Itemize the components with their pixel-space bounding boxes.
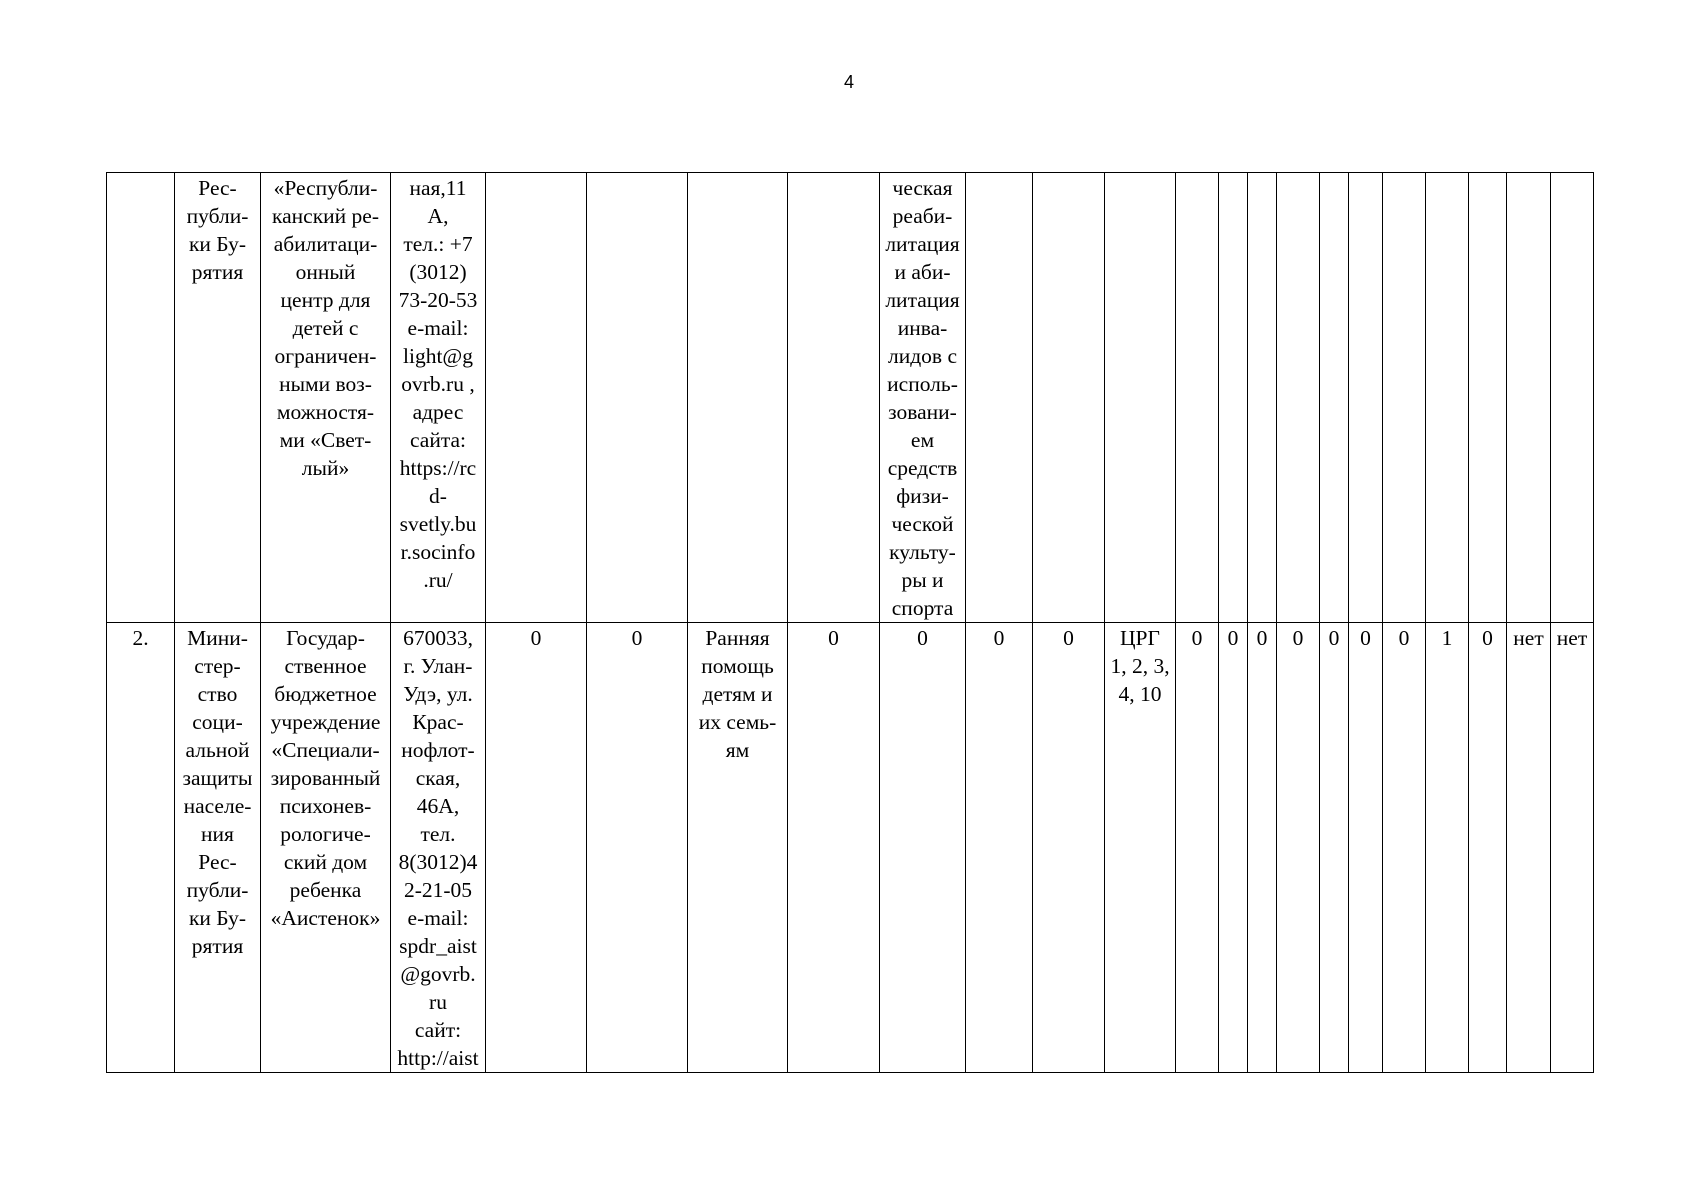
cell-line: исполь- <box>887 372 958 396</box>
cell-line: ЦРГ <box>1120 626 1160 650</box>
cell-line: ребенка <box>289 878 362 902</box>
table-cell <box>1033 173 1105 623</box>
table-cell <box>486 623 587 1073</box>
cell-line: лидов с <box>888 344 957 368</box>
cell-line: Мини- <box>187 626 248 650</box>
cell-line: r.socinfo <box>400 540 476 564</box>
cell-line: 2-21-05 <box>403 878 473 902</box>
cell-line: 8(3012)4 <box>398 850 478 874</box>
cell-line: рятия <box>191 260 244 284</box>
table-cell <box>1551 623 1594 1073</box>
table-cell <box>1105 173 1176 623</box>
cell-line: средств <box>887 456 958 480</box>
cell-line: детям и <box>702 682 773 706</box>
table-cell <box>788 623 880 1073</box>
cell-line: 2. <box>132 626 149 650</box>
cell-line: 0 <box>1398 626 1410 650</box>
table-cell <box>1105 623 1176 1073</box>
table-cell <box>1219 623 1248 1073</box>
cell-line: рятия <box>191 934 244 958</box>
cell-line: культу- <box>889 540 956 564</box>
table-cell <box>966 173 1033 623</box>
table-cell <box>1277 173 1320 623</box>
cell-line: ем <box>910 428 935 452</box>
table-cell <box>107 173 175 623</box>
cell-line: ки Бу- <box>188 906 247 930</box>
cell-line: соци- <box>192 710 243 734</box>
cell-line: ство <box>197 682 238 706</box>
table-cell <box>1219 173 1248 623</box>
cell-line: рологиче- <box>280 822 371 846</box>
cell-line: 0 <box>1227 626 1239 650</box>
table-cell <box>1248 623 1277 1073</box>
table-cell <box>880 173 966 623</box>
cell-line: ческая <box>892 176 953 200</box>
page-number: 4 <box>843 72 854 92</box>
table-cell <box>391 623 486 1073</box>
cell-line: публи- <box>186 204 249 228</box>
cell-line: 4, 10 <box>1118 682 1162 706</box>
cell-line: d- <box>429 484 447 508</box>
cell-line: ovrb.ru , <box>401 372 475 396</box>
table-cell <box>1033 623 1105 1073</box>
cell-line: 0 <box>993 626 1005 650</box>
cell-line: ки Бу- <box>188 232 247 256</box>
cell-line: Ранняя <box>705 626 770 650</box>
cell-line: альной <box>185 738 250 762</box>
cell-line: Удэ, ул. <box>403 682 473 706</box>
table-cell <box>1320 173 1349 623</box>
cell-line: детей с <box>292 316 359 340</box>
cell-line: литация <box>885 288 960 312</box>
cell-line: реаби- <box>892 204 953 228</box>
cell-line: e-mail: <box>407 316 469 340</box>
cell-line: бюджетное <box>274 682 377 706</box>
cell-line: сайта: <box>409 428 467 452</box>
cell-line: литация <box>885 232 960 256</box>
table-cell <box>1248 173 1277 623</box>
table-cell <box>1551 173 1594 623</box>
cell-line: Рес- <box>198 176 237 200</box>
cell-line: нет <box>1556 626 1588 650</box>
table-cell <box>587 623 688 1073</box>
cell-line: 46А, <box>416 794 460 818</box>
cell-line: абилитаци- <box>273 232 378 256</box>
cell-line: «Специали- <box>271 738 380 762</box>
cell-line: ская, <box>415 766 461 790</box>
table-row <box>107 623 1594 1073</box>
cell-line: svetly.bu <box>399 512 477 536</box>
table-cell <box>1383 173 1426 623</box>
table-cell <box>261 173 391 623</box>
cell-line: 1 <box>1441 626 1453 650</box>
cell-line: 0 <box>917 626 928 650</box>
cell-line: 0 <box>631 626 643 650</box>
cell-line: инва- <box>897 316 948 340</box>
table-cell <box>261 623 391 1073</box>
cell-line: 0 <box>1482 626 1493 650</box>
cell-line: ческой <box>891 512 954 536</box>
cell-line: психонев- <box>279 794 372 818</box>
cell-line: А, <box>427 204 449 228</box>
cell-line: г. Улан- <box>403 654 473 678</box>
table-cell <box>1426 173 1469 623</box>
table-cell <box>1426 623 1469 1073</box>
cell-line: зовани- <box>888 400 957 424</box>
cell-line: канский ре- <box>272 204 379 228</box>
cell-line: 0 <box>1191 626 1203 650</box>
cell-line: 670033, <box>403 626 473 650</box>
cell-line: spdr_aist <box>399 934 477 958</box>
cell-line: тел.: +7 <box>403 232 473 256</box>
table-cell <box>107 623 175 1073</box>
table-cell <box>966 623 1033 1073</box>
table-cell <box>1383 623 1426 1073</box>
cell-line: 0 <box>1063 626 1074 650</box>
table-cell <box>688 173 788 623</box>
cell-line: 0 <box>1360 626 1371 650</box>
table-cell <box>1320 623 1349 1073</box>
cell-line: ми «Свет- <box>279 428 372 452</box>
cell-line: (3012) <box>409 260 467 284</box>
table-cell <box>1349 173 1383 623</box>
table-cell <box>688 623 788 1073</box>
cell-line: ния <box>201 822 234 846</box>
table-cell <box>1507 623 1551 1073</box>
cell-line: ная,11 <box>409 176 467 200</box>
cell-line: 0 <box>530 626 542 650</box>
cell-line: нофлот- <box>401 738 475 762</box>
cell-line: Крас- <box>412 710 464 734</box>
cell-line: e-mail: <box>407 906 469 930</box>
cell-line: их семь- <box>698 710 777 734</box>
cell-line: @govrb. <box>400 962 476 986</box>
cell-line: «Республи- <box>273 176 378 200</box>
table-cell <box>1277 623 1320 1073</box>
cell-line: 0 <box>828 626 839 650</box>
table-cell <box>1469 623 1507 1073</box>
cell-line: помощь <box>701 654 774 678</box>
table-cell <box>788 173 880 623</box>
table-cell <box>391 173 486 623</box>
cell-line: Государ- <box>286 626 365 650</box>
cell-line: онный <box>295 260 356 284</box>
table-cell <box>1176 173 1219 623</box>
cell-line: тел. <box>420 822 456 846</box>
table-row <box>107 173 1594 623</box>
cell-line: https://rc <box>399 456 477 480</box>
table-cell <box>486 173 587 623</box>
cell-line: учреждение <box>270 710 381 734</box>
table-cell <box>175 173 261 623</box>
cell-line: центр для <box>280 288 371 312</box>
cell-line: 73-20-53 <box>398 288 478 312</box>
table-cell <box>587 173 688 623</box>
cell-line: ными воз- <box>279 372 372 396</box>
cell-line: light@g <box>403 344 473 368</box>
cell-line: и аби- <box>894 260 951 284</box>
table-cell <box>1349 623 1383 1073</box>
table-cell <box>175 623 261 1073</box>
cell-line: ственное <box>284 654 367 678</box>
table-cell <box>1507 173 1551 623</box>
cell-line: можностя- <box>276 400 375 424</box>
cell-line: публи- <box>186 878 249 902</box>
cell-line: нет <box>1513 626 1544 650</box>
cell-line: зированный <box>270 766 381 790</box>
cell-line: ям <box>725 738 750 762</box>
cell-line: ru <box>429 990 447 1014</box>
cell-line: ский дом <box>283 850 368 874</box>
cell-line: 0 <box>1292 626 1304 650</box>
cell-line: ограничен- <box>274 344 377 368</box>
cell-line: стер- <box>194 654 241 678</box>
cell-line: ры и <box>901 568 944 592</box>
cell-line: .ru/ <box>423 568 453 592</box>
table-cell <box>1469 173 1507 623</box>
table-cell <box>1176 623 1219 1073</box>
cell-line: 1, 2, 3, <box>1110 654 1170 678</box>
cell-line: защиты <box>182 766 253 790</box>
cell-line: «Аистенок» <box>270 906 381 930</box>
cell-line: 0 <box>1328 626 1340 650</box>
cell-line: 0 <box>1256 626 1268 650</box>
cell-line: спорта <box>891 596 954 620</box>
table-cell <box>880 623 966 1073</box>
registry-table <box>106 172 1594 1073</box>
cell-line: http://aist <box>397 1046 479 1070</box>
cell-line: населе- <box>183 794 252 818</box>
cell-line: Рес- <box>198 850 237 874</box>
cell-line: лый» <box>301 456 350 480</box>
cell-line: физи- <box>896 484 949 508</box>
cell-line: адрес <box>412 400 464 424</box>
cell-line: сайт: <box>414 1018 462 1042</box>
